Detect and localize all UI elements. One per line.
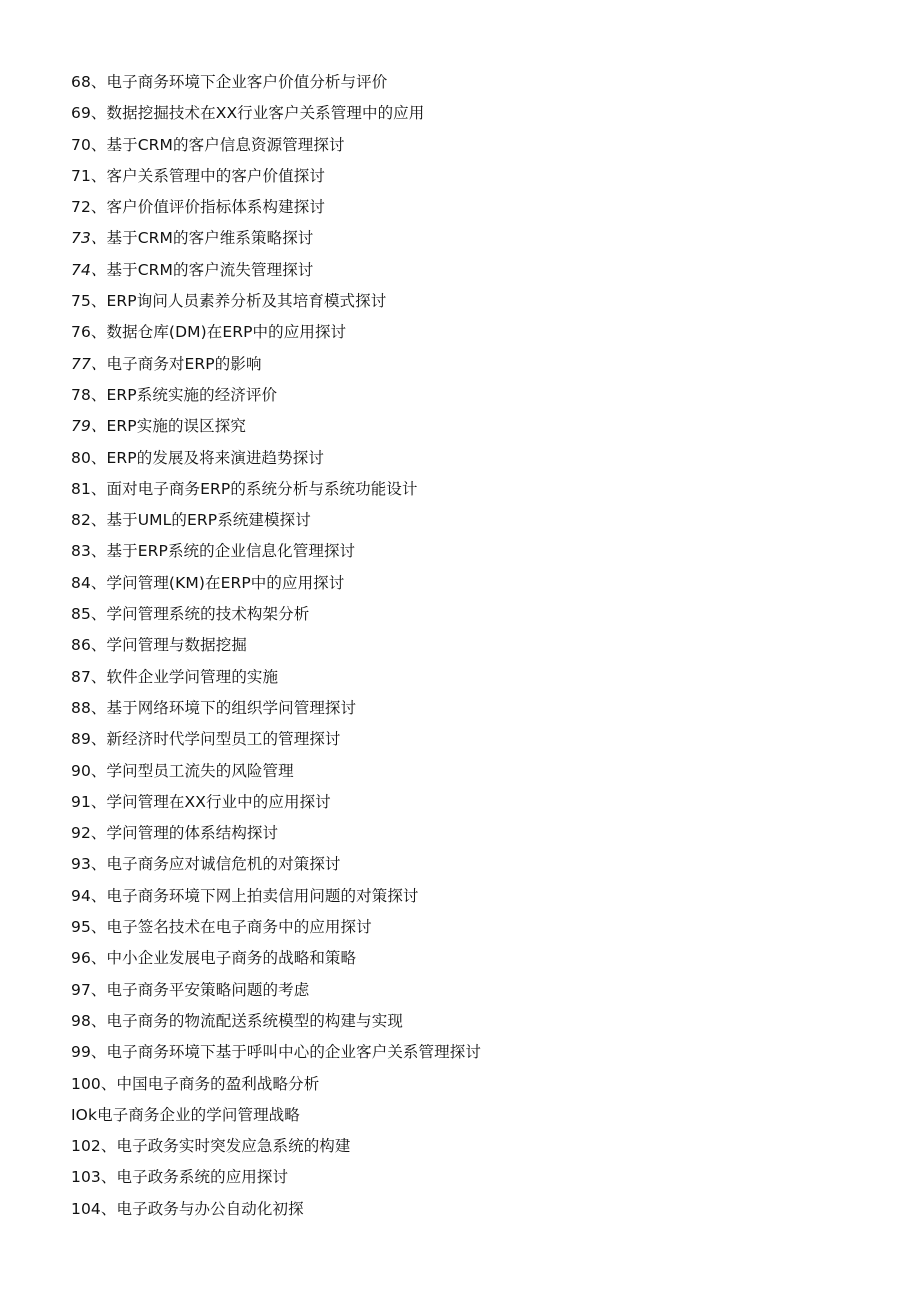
item-number: 71、	[71, 166, 107, 185]
item-title: 客户关系管理中的客户价值探讨	[106, 166, 325, 185]
item-title: 基于UML的ERP系统建模探讨	[106, 511, 311, 530]
item-title: 学问管理与数据挖掘	[106, 636, 247, 655]
list-item	[71, 380, 871, 411]
item-number: 93、	[71, 855, 107, 874]
item-number: IOk	[71, 1105, 98, 1124]
item-title: 电子商务平安策略问题的考虑	[106, 980, 310, 999]
list-item	[71, 317, 871, 348]
item-number: 70、	[71, 135, 107, 154]
list-item	[71, 192, 871, 223]
item-number: 104、	[71, 1199, 117, 1218]
list-item	[71, 1006, 871, 1037]
item-title: 客户价值评价指标体系构建探讨	[106, 198, 325, 217]
item-number: 74、	[71, 260, 107, 279]
item-title: 学问管理系统的技术构架分析	[106, 605, 310, 624]
item-title: 基于CRM的客户流失管理探讨	[106, 260, 314, 279]
list-item	[71, 818, 871, 849]
list-item	[71, 411, 871, 442]
item-number: 88、	[71, 698, 107, 717]
list-item	[71, 1037, 871, 1068]
item-number: 75、	[71, 292, 107, 311]
list-item	[71, 255, 871, 286]
item-number: 83、	[71, 542, 107, 561]
list-item	[71, 1131, 871, 1162]
item-title: 电子商务环境下网上拍卖信用问题的对策探讨	[106, 886, 419, 905]
item-number: 95、	[71, 918, 107, 937]
item-title: 新经济时代学问型员工的管理探讨	[106, 730, 341, 749]
item-title: 电子政务实时突发应急系统的构建	[116, 1137, 351, 1156]
list-item	[71, 912, 871, 943]
list-item	[71, 943, 871, 974]
list-item	[71, 443, 871, 474]
item-title: 电子商务对ERP的影响	[106, 354, 262, 373]
list-item	[71, 975, 871, 1006]
list-item	[71, 787, 871, 818]
item-title: 中国电子商务的盈利战略分析	[116, 1074, 320, 1093]
item-number: 87、	[71, 667, 107, 686]
item-title: 基于CRM的客户维系策略探讨	[106, 229, 314, 248]
item-number: 89、	[71, 730, 107, 749]
list-item	[71, 130, 871, 161]
item-title: 软件企业学问管理的实施	[106, 667, 279, 686]
list-item	[71, 161, 871, 192]
topic-list	[71, 67, 871, 1225]
item-title: 电子签名技术在电子商务中的应用探讨	[106, 918, 372, 937]
item-title: ERP实施的误区探究	[106, 417, 246, 436]
list-item	[71, 349, 871, 380]
list-item	[71, 662, 871, 693]
item-number: 79、	[71, 417, 107, 436]
item-number: 82、	[71, 511, 107, 530]
item-title: 电子商务的物流配送系统模型的构建与实现	[106, 1011, 403, 1030]
list-item	[71, 1100, 871, 1131]
list-item	[71, 881, 871, 912]
item-number: 94、	[71, 886, 107, 905]
item-number: 91、	[71, 792, 107, 811]
item-number: 85、	[71, 605, 107, 624]
item-number: 102、	[71, 1137, 117, 1156]
list-item	[71, 505, 871, 536]
item-title: 电子商务环境下基于呼叫中心的企业客户关系管理探讨	[106, 1043, 481, 1062]
list-item	[71, 568, 871, 599]
list-item	[71, 1069, 871, 1100]
list-item	[71, 98, 871, 129]
item-title: ERP的发展及将来演进趋势探讨	[106, 448, 324, 467]
item-title: ERP询问人员素养分析及其培育模式探讨	[106, 292, 387, 311]
item-title: 面对电子商务ERP的系统分析与系统功能设计	[106, 479, 418, 498]
item-number: 98、	[71, 1011, 107, 1030]
list-item	[71, 849, 871, 880]
item-title: 数据挖掘技术在XX行业客户关系管理中的应用	[106, 104, 425, 123]
item-title: 基于ERP系统的企业信息化管理探讨	[106, 542, 356, 561]
item-title: ERP系统实施的经济评价	[106, 385, 278, 404]
item-title: 基于网络环境下的组织学问管理探讨	[106, 698, 357, 717]
item-number: 96、	[71, 949, 107, 968]
list-item	[71, 724, 871, 755]
item-title: 电子政务与办公自动化初探	[116, 1199, 304, 1218]
item-title: 基于CRM的客户信息资源管理探讨	[106, 135, 345, 154]
item-title: 电子商务环境下企业客户价值分析与评价	[106, 73, 388, 91]
item-number: 78、	[71, 385, 107, 404]
item-number: 84、	[71, 573, 107, 592]
item-number: 69、	[71, 104, 107, 123]
list-item	[71, 630, 871, 661]
item-number: 99、	[71, 1043, 107, 1062]
item-title: 电子商务应对诚信危机的对策探讨	[106, 855, 341, 874]
item-number: 103、	[71, 1168, 117, 1187]
item-title: 学问管理(KM)在ERP中的应用探讨	[106, 573, 345, 592]
item-title: 数据仓库(DM)在ERP中的应用探讨	[106, 323, 347, 342]
item-number: 86、	[71, 636, 107, 655]
item-number: 97、	[71, 980, 107, 999]
item-title: 电子政务系统的应用探讨	[116, 1168, 289, 1187]
item-number: 80、	[71, 448, 107, 467]
list-item	[71, 756, 871, 787]
item-number: 68、	[71, 73, 107, 91]
item-number: 72、	[71, 198, 107, 217]
item-number: 76、	[71, 323, 107, 342]
list-item	[71, 599, 871, 630]
item-number: 100、	[71, 1074, 117, 1093]
item-number: 92、	[71, 824, 107, 843]
item-number: 73、	[71, 229, 107, 248]
list-item	[71, 67, 871, 98]
item-title: 电子商务企业的学问管理战略	[97, 1105, 300, 1124]
list-item	[71, 693, 871, 724]
item-number: 90、	[71, 761, 107, 780]
item-title: 中小企业发展电子商务的战略和策略	[106, 949, 357, 968]
list-item	[71, 536, 871, 567]
item-title: 学问管理在XX行业中的应用探讨	[106, 792, 331, 811]
item-title: 学问型员工流失的风险管理	[106, 761, 294, 780]
item-number: 77、	[71, 354, 107, 373]
list-item	[71, 223, 871, 254]
list-item	[71, 1162, 871, 1193]
item-title: 学问管理的体系结构探讨	[106, 824, 279, 843]
list-item	[71, 286, 871, 317]
list-item	[71, 474, 871, 505]
list-item	[71, 1194, 871, 1225]
item-number: 81、	[71, 479, 107, 498]
